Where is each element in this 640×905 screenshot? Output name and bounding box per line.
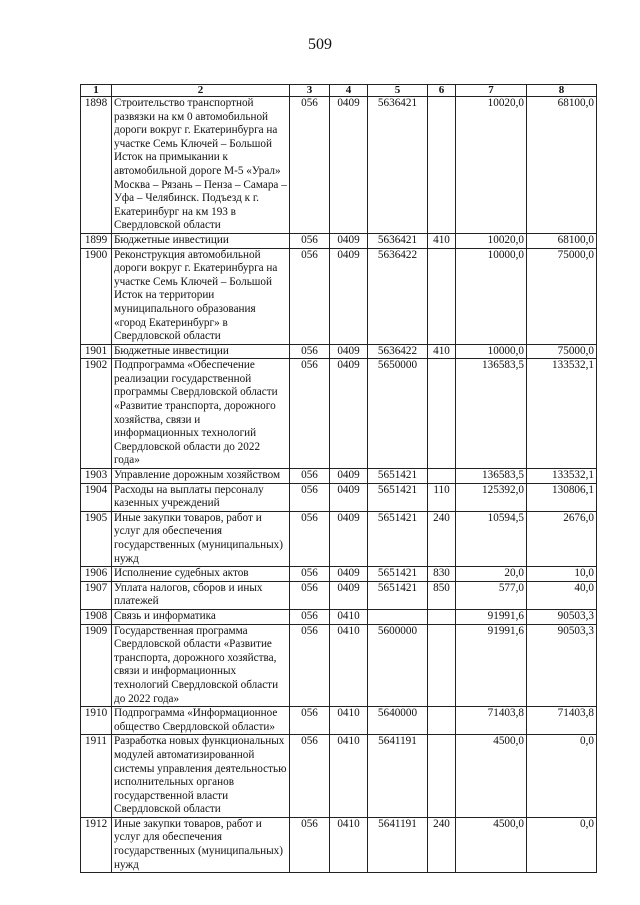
- row-name: Бюджетные инвестиции: [112, 233, 290, 248]
- row-code-target: 5636421: [368, 97, 428, 234]
- row-amount-year-1: 10020,0: [456, 97, 527, 234]
- table-row: [81, 248, 597, 344]
- row-code-target: 5650000: [368, 359, 428, 469]
- row-name: Бюджетные инвестиции: [112, 344, 290, 359]
- table-row: [81, 233, 597, 248]
- row-amount-year-1: 91991,6: [456, 609, 527, 624]
- row-code-type: 410: [428, 344, 456, 359]
- row-name: Иные закупки товаров, работ и услуг для обеспечения государственных (муниципальных) нужд: [112, 511, 290, 566]
- row-amount-year-2: 90503,3: [527, 609, 597, 624]
- table-row: [81, 97, 597, 234]
- row-code-section: 0409: [330, 233, 368, 248]
- row-code-ministry: 056: [290, 707, 330, 735]
- header-col-4: 4: [330, 85, 368, 97]
- row-number: 1899: [81, 233, 112, 248]
- row-amount-year-1: 10594,5: [456, 511, 527, 566]
- header-col-8: 8: [527, 85, 597, 97]
- row-amount-year-2: 68100,0: [527, 233, 597, 248]
- header-col-3: 3: [290, 85, 330, 97]
- table-row: [81, 344, 597, 359]
- row-amount-year-1: 4500,0: [456, 735, 527, 818]
- row-number: 1898: [81, 97, 112, 234]
- row-code-section: 0409: [330, 359, 368, 469]
- row-number: 1902: [81, 359, 112, 469]
- header-row: [81, 85, 597, 97]
- row-code-target: 5600000: [368, 624, 428, 707]
- row-amount-year-2: 130806,1: [527, 483, 597, 511]
- table-row: [81, 511, 597, 566]
- row-code-type: [428, 248, 456, 344]
- row-code-type: 410: [428, 233, 456, 248]
- row-code-section: 0410: [330, 624, 368, 707]
- row-code-type: 240: [428, 817, 456, 872]
- row-code-section: 0409: [330, 248, 368, 344]
- row-code-type: 110: [428, 483, 456, 511]
- row-code-ministry: 056: [290, 483, 330, 511]
- row-amount-year-2: 0,0: [527, 735, 597, 818]
- header-col-5: 5: [368, 85, 428, 97]
- table-row: [81, 567, 597, 582]
- row-code-ministry: 056: [290, 344, 330, 359]
- row-amount-year-2: 2676,0: [527, 511, 597, 566]
- row-number: 1904: [81, 483, 112, 511]
- row-code-target: 5636422: [368, 248, 428, 344]
- row-amount-year-2: 75000,0: [527, 344, 597, 359]
- row-code-section: 0409: [330, 344, 368, 359]
- row-number: 1903: [81, 469, 112, 484]
- row-number: 1909: [81, 624, 112, 707]
- row-amount-year-1: 577,0: [456, 581, 527, 609]
- row-code-type: 850: [428, 581, 456, 609]
- table-row: [81, 581, 597, 609]
- row-code-target: 5641191: [368, 817, 428, 872]
- row-code-section: 0409: [330, 511, 368, 566]
- row-amount-year-2: 133532,1: [527, 469, 597, 484]
- row-amount-year-2: 133532,1: [527, 359, 597, 469]
- row-number: 1906: [81, 567, 112, 582]
- row-code-type: [428, 707, 456, 735]
- row-number: 1908: [81, 609, 112, 624]
- row-number: 1905: [81, 511, 112, 566]
- row-amount-year-2: 68100,0: [527, 97, 597, 234]
- table-row: [81, 707, 597, 735]
- row-code-target: 5651421: [368, 469, 428, 484]
- row-amount-year-1: 71403,8: [456, 707, 527, 735]
- row-name: Подпрограмма «Информационное общество Свердловской области»: [112, 707, 290, 735]
- row-amount-year-2: 10,0: [527, 567, 597, 582]
- table-row: [81, 609, 597, 624]
- row-name: Государственная программа Свердловской области «Развитие транспорта, дорожного хозяйства, связи и информационных технологий Свердловской области до 2022 года»: [112, 624, 290, 707]
- row-code-section: 0409: [330, 567, 368, 582]
- table-row: [81, 469, 597, 484]
- row-code-target: 5651421: [368, 511, 428, 566]
- row-code-section: 0410: [330, 735, 368, 818]
- row-code-ministry: 056: [290, 567, 330, 582]
- row-name: Подпрограмма «Обеспечение реализации государственной программы Свердловской области «Развитие транспорта, дорожного хозяйства, связи и информационных технологий Свердловской области до 2022 года»: [112, 359, 290, 469]
- row-number: 1911: [81, 735, 112, 818]
- row-code-section: 0409: [330, 469, 368, 484]
- row-code-target: 5651421: [368, 567, 428, 582]
- row-code-type: 240: [428, 511, 456, 566]
- row-code-target: 5641191: [368, 735, 428, 818]
- row-number: 1910: [81, 707, 112, 735]
- header-col-2: 2: [112, 85, 290, 97]
- row-name: Исполнение судебных актов: [112, 567, 290, 582]
- row-code-ministry: 056: [290, 817, 330, 872]
- row-name: Управление дорожным хозяйством: [112, 469, 290, 484]
- row-amount-year-1: 10020,0: [456, 233, 527, 248]
- row-code-ministry: 056: [290, 97, 330, 234]
- row-name: Уплата налогов, сборов и иных платежей: [112, 581, 290, 609]
- row-name: Связь и информатика: [112, 609, 290, 624]
- row-code-section: 0409: [330, 97, 368, 234]
- table-row: [81, 817, 597, 872]
- row-amount-year-2: 71403,8: [527, 707, 597, 735]
- row-code-ministry: 056: [290, 248, 330, 344]
- row-code-section: 0410: [330, 817, 368, 872]
- row-name: Реконструкция автомобильной дороги вокруг г. Екатеринбурга на участке Семь Ключей – Большой Исток на территории муниципального образования «город Екатеринбург» в Свердловской области: [112, 248, 290, 344]
- row-code-type: [428, 624, 456, 707]
- row-amount-year-2: 90503,3: [527, 624, 597, 707]
- header-col-7: 7: [456, 85, 527, 97]
- row-code-type: [428, 97, 456, 234]
- row-code-type: [428, 469, 456, 484]
- row-code-target: 5636421: [368, 233, 428, 248]
- row-number: 1900: [81, 248, 112, 344]
- row-code-target: 5651421: [368, 581, 428, 609]
- row-code-ministry: 056: [290, 233, 330, 248]
- row-amount-year-1: 4500,0: [456, 817, 527, 872]
- header-col-1: 1: [81, 85, 112, 97]
- budget-table: [80, 84, 597, 873]
- row-amount-year-1: 10000,0: [456, 344, 527, 359]
- table-row: [81, 735, 597, 818]
- header-col-6: 6: [428, 85, 456, 97]
- table-row: [81, 359, 597, 469]
- row-code-section: 0409: [330, 581, 368, 609]
- row-code-section: 0410: [330, 609, 368, 624]
- row-amount-year-1: 136583,5: [456, 469, 527, 484]
- row-amount-year-2: 40,0: [527, 581, 597, 609]
- row-number: 1907: [81, 581, 112, 609]
- row-code-ministry: 056: [290, 624, 330, 707]
- row-name: Иные закупки товаров, работ и услуг для обеспечения государственных (муниципальных) нужд: [112, 817, 290, 872]
- row-code-ministry: 056: [290, 609, 330, 624]
- row-code-ministry: 056: [290, 511, 330, 566]
- row-code-target: 5640000: [368, 707, 428, 735]
- row-code-section: 0410: [330, 707, 368, 735]
- row-number: 1912: [81, 817, 112, 872]
- row-code-type: [428, 359, 456, 469]
- row-amount-year-2: 0,0: [527, 817, 597, 872]
- row-code-target: [368, 609, 428, 624]
- row-code-type: 830: [428, 567, 456, 582]
- table-row: [81, 483, 597, 511]
- row-code-type: [428, 735, 456, 818]
- row-code-target: 5636422: [368, 344, 428, 359]
- row-code-ministry: 056: [290, 469, 330, 484]
- row-code-type: [428, 609, 456, 624]
- table-row: [81, 624, 597, 707]
- page-number: 509: [308, 36, 332, 53]
- row-amount-year-1: 20,0: [456, 567, 527, 582]
- row-code-target: 5651421: [368, 483, 428, 511]
- row-number: 1901: [81, 344, 112, 359]
- row-amount-year-1: 91991,6: [456, 624, 527, 707]
- row-amount-year-1: 125392,0: [456, 483, 527, 511]
- row-name: Расходы на выплаты персоналу казенных учреждений: [112, 483, 290, 511]
- row-name: Разработка новых функциональных модулей автоматизированной системы управления деятельностью исполнительных органов государственной власти Свердловской области: [112, 735, 290, 818]
- row-amount-year-2: 75000,0: [527, 248, 597, 344]
- row-name: Строительство транспортной развязки на км 0 автомобильной дороги вокруг г. Екатеринбурга на участке Семь Ключей – Большой Исток на примыкании к автомобильной дороге М-5 «Урал» Москва – Рязань – Пенза – Самара – Уфа – Челябинск. Подъезд к г. Екатеринбург на км 193 в Свердловской области: [112, 97, 290, 234]
- row-code-section: 0409: [330, 483, 368, 511]
- row-code-ministry: 056: [290, 735, 330, 818]
- row-code-ministry: 056: [290, 581, 330, 609]
- row-amount-year-1: 136583,5: [456, 359, 527, 469]
- row-code-ministry: 056: [290, 359, 330, 469]
- row-amount-year-1: 10000,0: [456, 248, 527, 344]
